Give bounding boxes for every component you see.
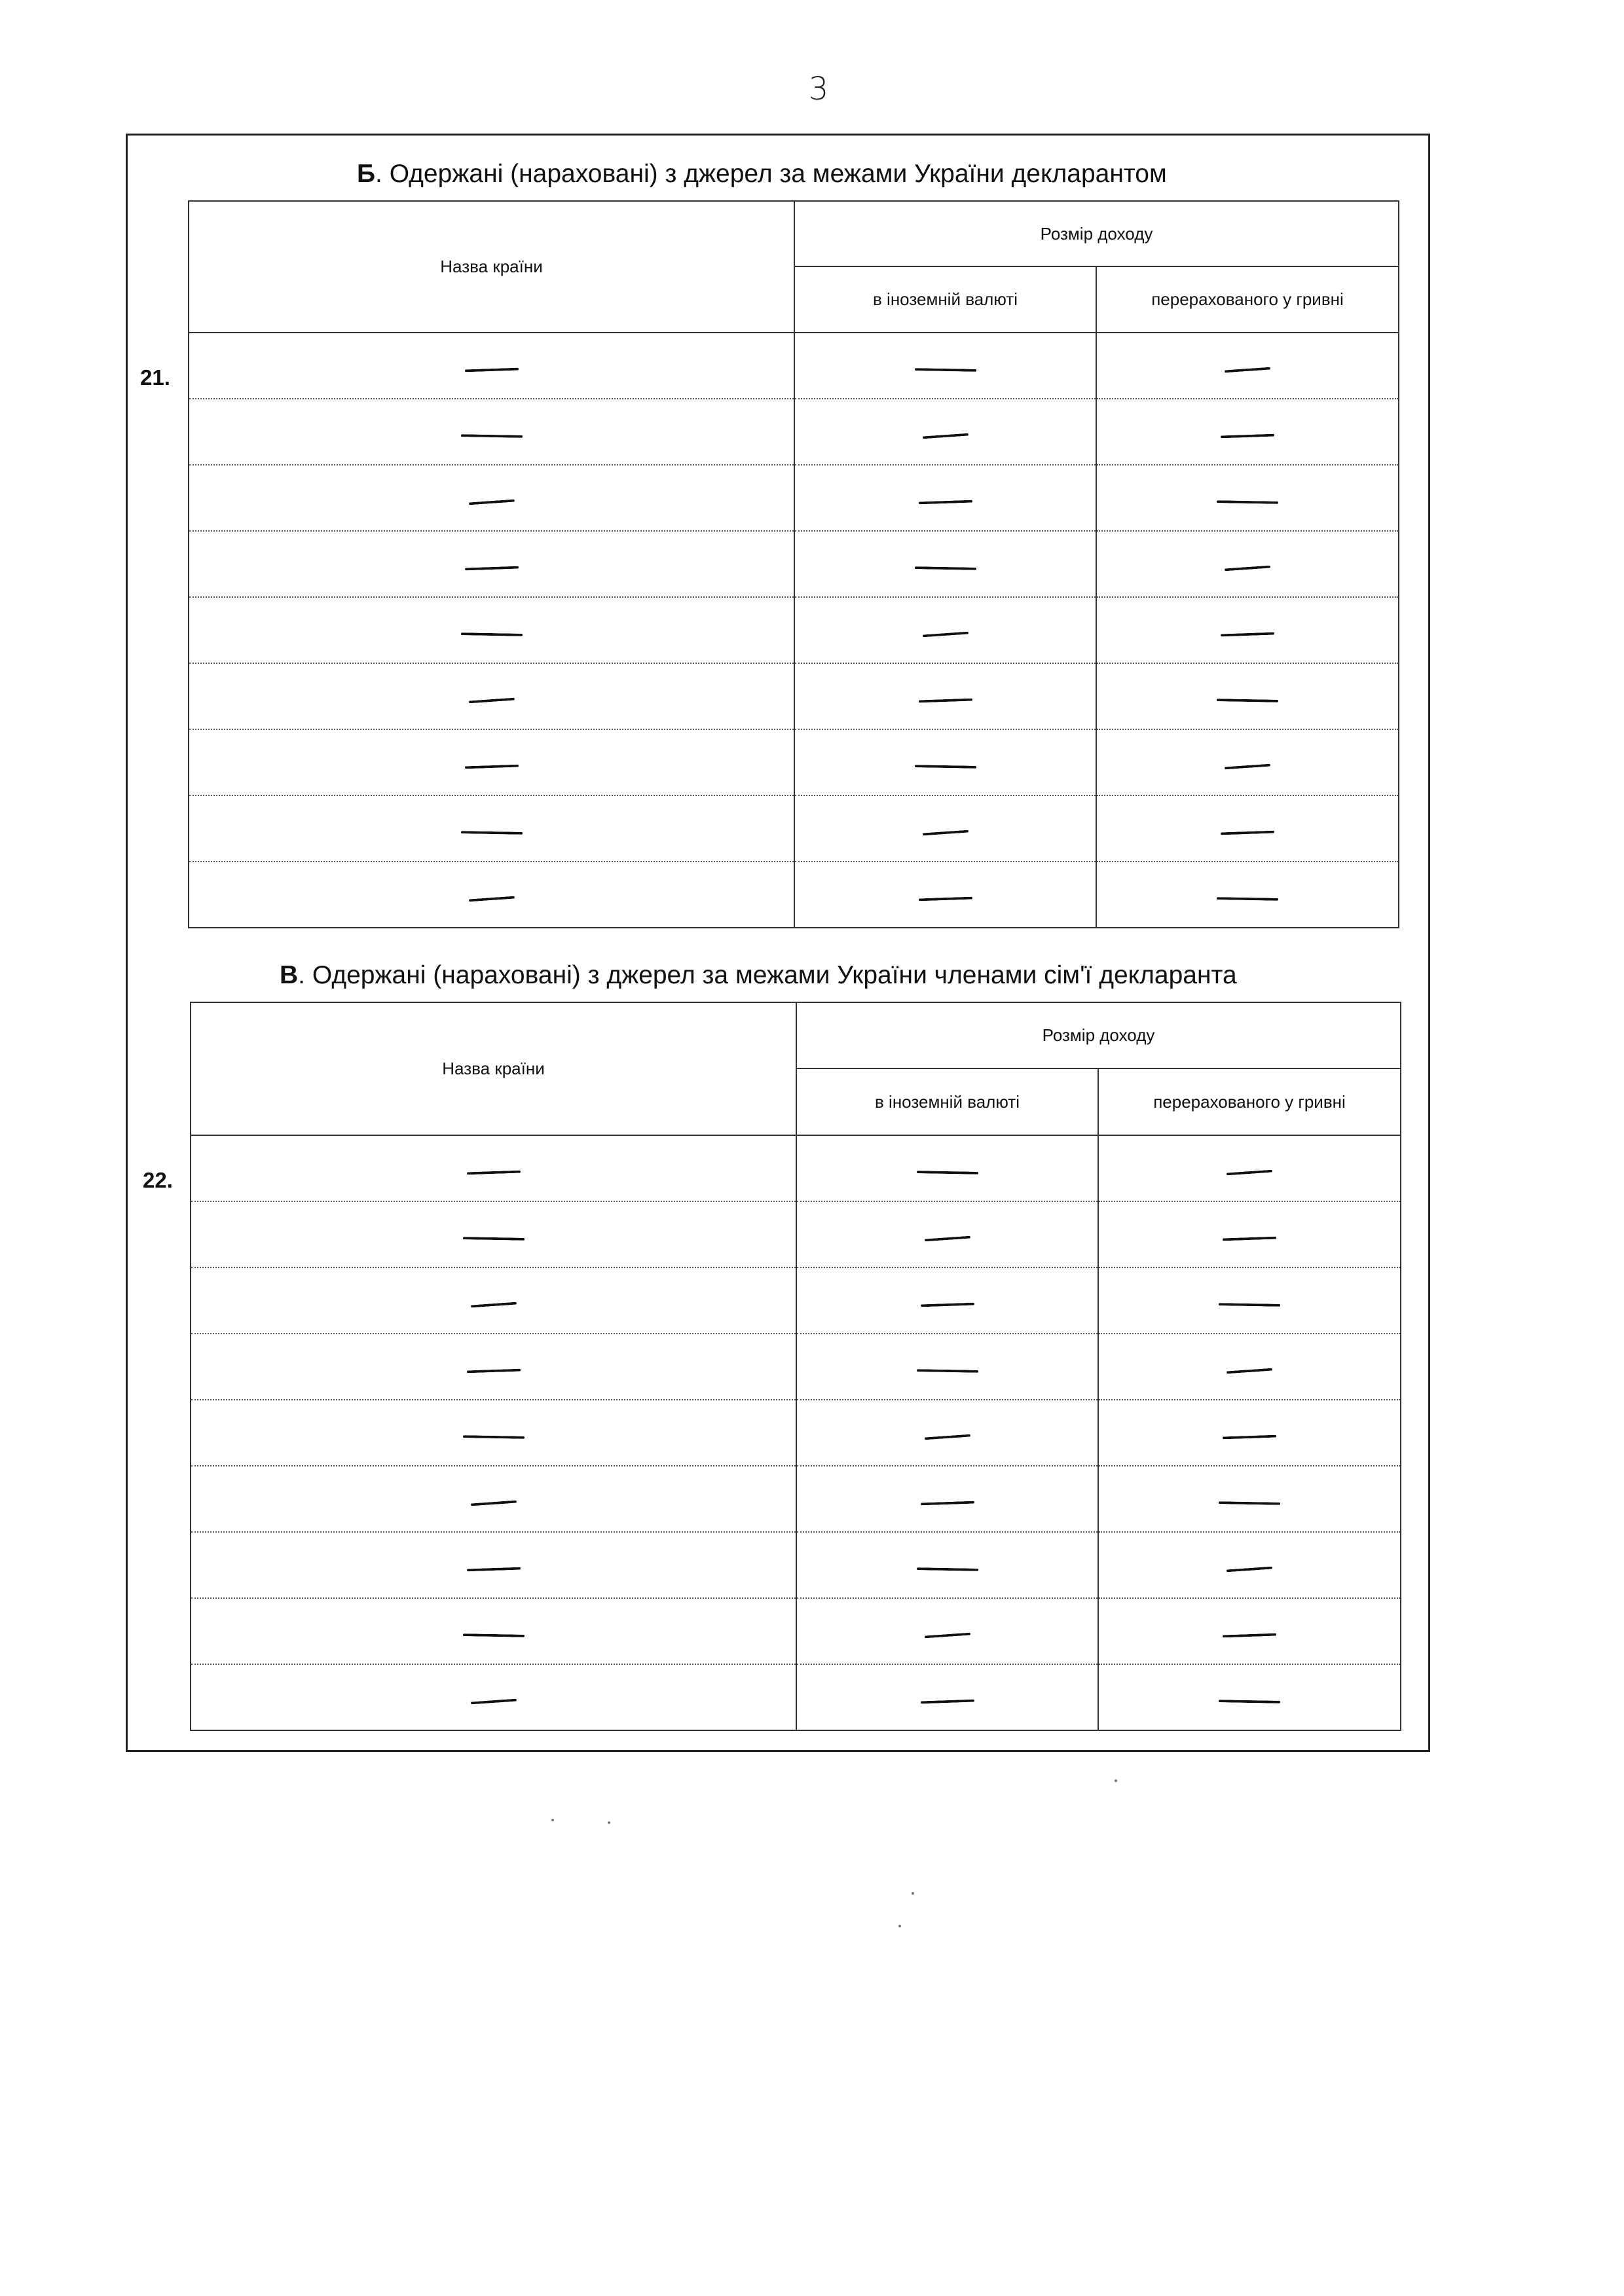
income-size-header: Розмір доходу [796,1002,1401,1068]
scan-speck [551,1819,554,1821]
country-name-header: Назва країни [191,1002,796,1135]
country-cell [189,597,794,663]
handwritten-dash [466,1567,520,1572]
foreign-currency-cell [794,597,1096,663]
country-cell [191,1598,796,1664]
handwritten-dash [918,500,972,505]
handwritten-dash [470,1699,516,1705]
table-row [189,597,1399,663]
country-cell [191,1400,796,1466]
handwritten-dash [914,368,976,372]
handwritten-dash [924,1236,970,1242]
handwritten-dash [916,1567,978,1571]
foreign-currency-cell [796,1598,1098,1664]
foreign-currency-cell [796,1664,1098,1730]
handwritten-dash [918,699,972,703]
handwritten-dash [916,1369,978,1373]
scan-speck [1115,1779,1117,1782]
section-b-letter: Б [357,160,376,188]
table-row [191,1664,1401,1730]
handwritten-dash [460,831,522,835]
table-row [191,1135,1401,1201]
handwritten-dash [462,1633,524,1637]
foreign-currency-cell [794,333,1096,399]
handwritten-dash [468,698,514,704]
converted-uah-cell [1096,531,1399,597]
country-cell [189,333,794,399]
converted-uah-cell [1096,795,1399,862]
foreign-currency-cell [796,1334,1098,1400]
handwritten-dash [468,896,514,902]
table-row [191,1532,1401,1598]
handwritten-dash [1217,500,1278,504]
converted-uah-cell [1096,399,1399,465]
handwritten-dash [924,1434,970,1440]
handwritten-dash [464,765,518,769]
handwritten-dash [468,500,514,505]
country-cell [189,862,794,928]
converted-uah-cell [1096,663,1399,729]
converted-uah-cell [1096,333,1399,399]
handwritten-dash [920,1700,974,1704]
converted-uah-cell [1098,1334,1401,1400]
page-number: 3 [808,71,829,107]
handwritten-dash [466,1369,520,1374]
section-v-title [280,961,1237,990]
income-size-header: Розмір доходу [794,201,1399,266]
handwritten-dash [460,632,522,636]
handwritten-dash [462,1435,524,1439]
country-cell [191,1466,796,1532]
handwritten-dash [1227,1170,1272,1176]
handwritten-dash [916,1171,978,1175]
handwritten-dash [1221,831,1274,835]
handwritten-dash [462,1237,524,1241]
table-row [191,1400,1401,1466]
handwritten-dash [1219,1700,1280,1704]
scan-speck [898,1925,901,1927]
handwritten-dash [1219,1501,1280,1505]
foreign-currency-cell [794,465,1096,531]
converted-uah-cell [1098,1664,1401,1730]
handwritten-dash [1223,1237,1276,1241]
handwritten-dash [924,1633,970,1639]
country-cell [191,1135,796,1201]
converted-uah-cell [1096,465,1399,531]
foreign-currency-cell [794,663,1096,729]
handwritten-dash [922,433,968,439]
converted-uah-cell [1096,729,1399,795]
handwritten-dash [466,1171,520,1175]
handwritten-dash [1227,1368,1272,1374]
foreign-income-family-table [190,1002,1401,1731]
handwritten-dash [470,1501,516,1506]
table-row [189,795,1399,862]
handwritten-dash [918,897,972,902]
foreign-currency-header: в іноземній валюті [796,1068,1098,1135]
converted-uah-cell [1098,1267,1401,1334]
handwritten-dash [1221,434,1274,439]
handwritten-dash [1217,699,1278,702]
handwritten-dash [1225,764,1270,770]
handwritten-dash [922,830,968,836]
country-cell [189,729,794,795]
handwritten-dash [914,765,976,769]
section-v-title-text: . Одержані (нараховані) з джерел за межами України членами сім'ї декларанта [298,961,1237,989]
handwritten-dash [460,434,522,438]
handwritten-dash [1221,632,1274,637]
foreign-currency-header: в іноземній валюті [794,266,1096,333]
foreign-currency-cell [796,1400,1098,1466]
converted-uah-header: перерахованого у гривні [1096,266,1399,333]
converted-uah-cell [1098,1400,1401,1466]
converted-uah-cell [1098,1201,1401,1267]
converted-uah-cell [1096,862,1399,928]
foreign-currency-cell [794,729,1096,795]
foreign-currency-cell [794,531,1096,597]
country-cell [189,465,794,531]
handwritten-dash [1219,1303,1280,1307]
section-v-row-number: 22. [143,1168,173,1192]
foreign-currency-cell [794,862,1096,928]
table-row [189,399,1399,465]
handwritten-dash [1227,1567,1272,1573]
converted-uah-cell [1098,1532,1401,1598]
foreign-currency-cell [796,1532,1098,1598]
section-b-row-number: 21. [140,365,170,390]
table-row [191,1598,1401,1664]
country-cell [191,1532,796,1598]
handwritten-dash [1223,1435,1276,1440]
table-row [189,862,1399,928]
scan-speck [912,1892,914,1895]
table-row [191,1466,1401,1532]
country-cell [191,1267,796,1334]
foreign-currency-cell [794,399,1096,465]
foreign-currency-cell [794,795,1096,862]
country-cell [189,663,794,729]
table-row [191,1334,1401,1400]
country-cell [191,1334,796,1400]
section-b-title [357,160,1167,189]
country-cell [191,1201,796,1267]
converted-uah-header: перерахованого у гривні [1098,1068,1401,1135]
handwritten-dash [1225,566,1270,572]
table-row [191,1201,1401,1267]
handwritten-dash [920,1303,974,1307]
handwritten-dash [464,566,518,571]
table-row [191,1267,1401,1334]
handwritten-dash [470,1302,516,1308]
foreign-currency-cell [796,1466,1098,1532]
handwritten-dash [920,1501,974,1506]
country-cell [191,1664,796,1730]
handwritten-dash [922,632,968,638]
country-cell [189,399,794,465]
foreign-income-declarant-table [188,200,1399,928]
scan-speck [608,1821,610,1824]
country-cell [189,531,794,597]
handwritten-dash [464,368,518,373]
table-row [189,663,1399,729]
handwritten-dash [1225,367,1270,373]
country-cell [189,795,794,862]
handwritten-dash [914,566,976,570]
converted-uah-cell [1098,1598,1401,1664]
table-row [189,465,1399,531]
table-row [189,729,1399,795]
section-v-letter: В [280,961,299,989]
foreign-currency-cell [796,1135,1098,1201]
foreign-currency-cell [796,1267,1098,1334]
converted-uah-cell [1096,597,1399,663]
foreign-currency-cell [796,1201,1098,1267]
section-b-title-text: . Одержані (нараховані) з джерел за межами України декларантом [375,160,1167,188]
table-row [189,333,1399,399]
converted-uah-cell [1098,1135,1401,1201]
handwritten-dash [1223,1633,1276,1638]
converted-uah-cell [1098,1466,1401,1532]
handwritten-dash [1217,897,1278,901]
country-name-header: Назва країни [189,201,794,333]
table-row [189,531,1399,597]
